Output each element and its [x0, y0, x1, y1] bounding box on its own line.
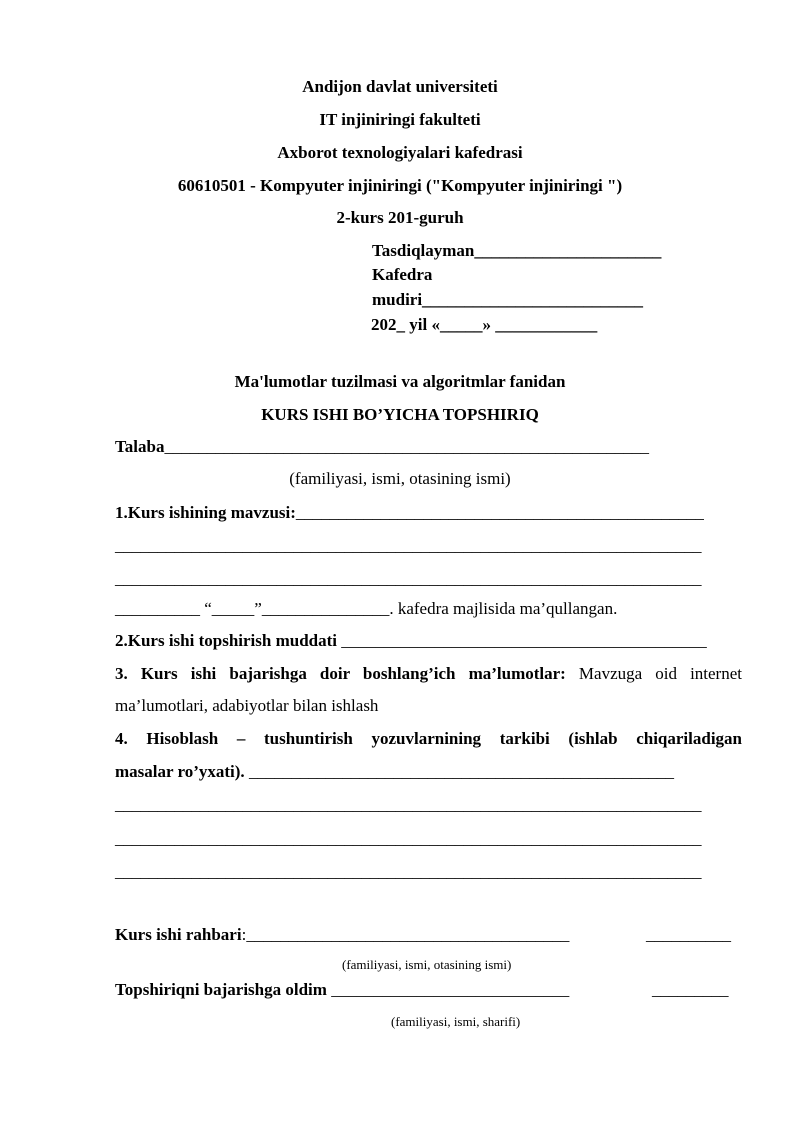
initial-data-label: 3. Kurs ishi bajarishga doir boshlang’ich ma’lumotlar:: [115, 664, 566, 683]
receiver-label: Topshiriqni bajarishga oldim: [115, 980, 327, 999]
task-line-5: _____________________________________________________________________: [115, 862, 702, 881]
topic-blank: ________________________________________________: [295, 503, 704, 522]
receiver-row: [115, 980, 569, 1000]
topic-line-2: _____________________________________________________________________: [115, 536, 702, 555]
deadline-label: 2.Kurs ishi topshirish muddati: [115, 631, 338, 650]
group-name: 2-kurs 201-guruh: [336, 208, 464, 227]
receiver-signature-blank: _________: [652, 980, 729, 999]
supervisor-caption: (familiyasi, ismi, otasining ismi): [342, 957, 512, 972]
approval-date: 202_ yil «_____» ____________: [371, 315, 598, 334]
supervisor-blank: :______________________________________: [241, 925, 570, 944]
deadline-row: [115, 631, 707, 651]
task-line-3: _____________________________________________________________________: [115, 795, 702, 814]
topic-row: [115, 503, 704, 523]
approval-mudiri: mudiri__________________________: [372, 290, 644, 309]
task-line-4: _____________________________________________________________________: [115, 829, 702, 848]
approval-line: Tasdiqlayman______________________: [372, 241, 662, 260]
subject-title: Ma'lumotlar tuzilmasi va algoritmlar fanidan: [234, 372, 566, 391]
university-name: Andijon davlat universiteti: [302, 77, 498, 96]
initial-data-text-2: ma’lumotlari, adabiyotlar bilan ishlash: [115, 696, 379, 715]
explanatory-notes-heading: 4. Hisoblash – tushuntirish yozuvlarnining tarkibi (ishlab chiqariladigan: [115, 729, 742, 748]
initial-data-text: Mavzuga oid internet: [578, 664, 742, 683]
topic-label: 1.Kurs ishining mavzusi:: [115, 503, 296, 522]
approval-kafedra: Kafedra: [372, 265, 433, 284]
student-row: [115, 437, 649, 457]
initial-data-row: [115, 664, 742, 684]
supervisor-signature-blank: __________: [646, 925, 731, 944]
receiver-caption: (familiyasi, ismi, sharifi): [391, 1014, 521, 1029]
task-list-label: masalar ro’yxati).: [115, 762, 245, 781]
topic-line-3: _____________________________________________________________________: [115, 569, 702, 588]
approval-meeting-line: __________ “_____”_______________. kafedra majlisida ma’qullangan.: [115, 599, 618, 618]
faculty-name: IT injiniringi fakulteti: [319, 110, 481, 129]
supervisor-label: Kurs ishi rahbari: [115, 925, 242, 944]
deadline-blank: ___________________________________________: [337, 631, 707, 650]
supervisor-row: [115, 925, 569, 945]
specialty-name: 60610501 - Kompyuter injiniringi ("Kompyuter injiniringi "): [177, 176, 623, 195]
receiver-blank: ____________________________: [326, 980, 570, 999]
department-name: Axborot texnologiyalari kafedrasi: [277, 143, 523, 162]
document-title: KURS ISHI BO’YICHA TOPSHIRIQ: [261, 405, 539, 424]
task-list-blank: __________________________________________________: [244, 762, 674, 781]
student-caption: (familiyasi, ismi, otasining ismi): [289, 469, 511, 488]
student-blank: _________________________________________________________: [164, 437, 649, 456]
task-list-row: [115, 762, 674, 782]
student-label: Talaba: [115, 437, 165, 456]
